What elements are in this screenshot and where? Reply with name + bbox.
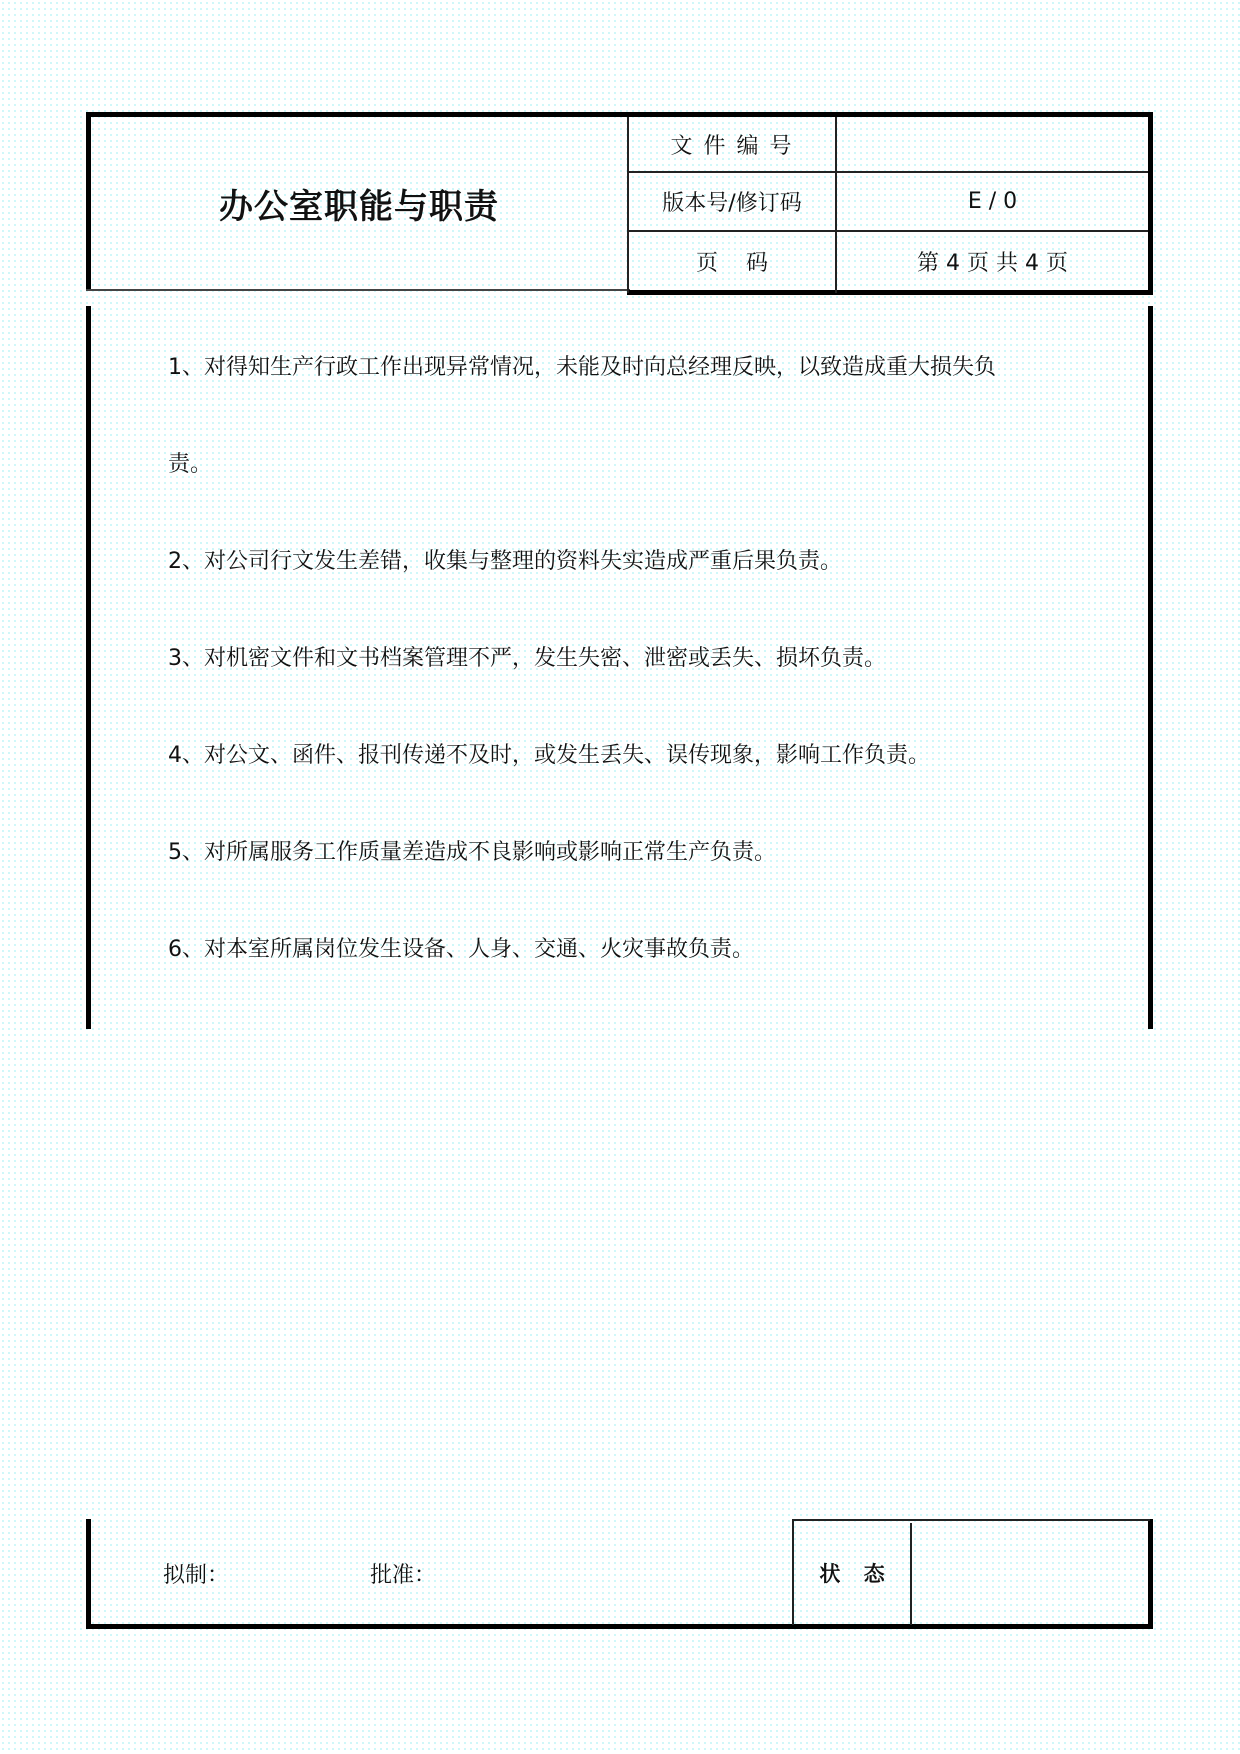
responsibility-item-5: 5、对所属服务工作质量差造成不良影响或影响正常生产负责。	[168, 840, 776, 865]
status-value	[912, 1521, 1148, 1624]
body-right-border	[1148, 306, 1153, 1029]
footer-left-border	[86, 1519, 91, 1628]
approved-by-label: 批准：	[370, 1563, 437, 1588]
file-number-value	[837, 117, 1148, 171]
responsibility-item-2: 2、对公司行文发生差错，收集与整理的资料失实造成严重后果负责。	[168, 549, 842, 574]
responsibility-item-1: 1、对得知生产行政工作出现异常情况，未能及时向总经理反映，以致造成重大损失负	[168, 355, 996, 380]
version-label: 版本号/修订码	[662, 191, 802, 216]
page-value: 第 4 页 共 4 页	[917, 250, 1068, 276]
drafted-by-label: 拟制：	[163, 1563, 230, 1588]
file-number-label: 文 件 编 号	[670, 133, 794, 159]
responsibility-item-6: 6、对本室所属岗位发生设备、人身、交通、火灾事故负责。	[168, 937, 754, 962]
footer-right-border	[1148, 1519, 1153, 1629]
document-title: 办公室职能与职责	[219, 186, 499, 227]
responsibility-item-4: 4、对公文、函件、报刊传递不及时，或发生丢失、误传现象，影响工作负责。	[168, 743, 930, 768]
body-left-border	[86, 306, 91, 1029]
version-value: E / 0	[967, 189, 1018, 214]
page-label: 页 码	[696, 250, 768, 276]
responsibility-item-1-continued: 责。	[168, 452, 213, 477]
header-table-bottom-border	[627, 290, 1153, 295]
header-right-border	[1148, 112, 1153, 295]
header-title-bottom-border	[86, 289, 630, 291]
responsibility-item-3: 3、对机密文件和文书档案管理不严，发生失密、泄密或丢失、损坏负责。	[168, 646, 886, 671]
status-label: 状 态	[819, 1561, 893, 1586]
footer-bottom-border	[86, 1624, 1153, 1629]
